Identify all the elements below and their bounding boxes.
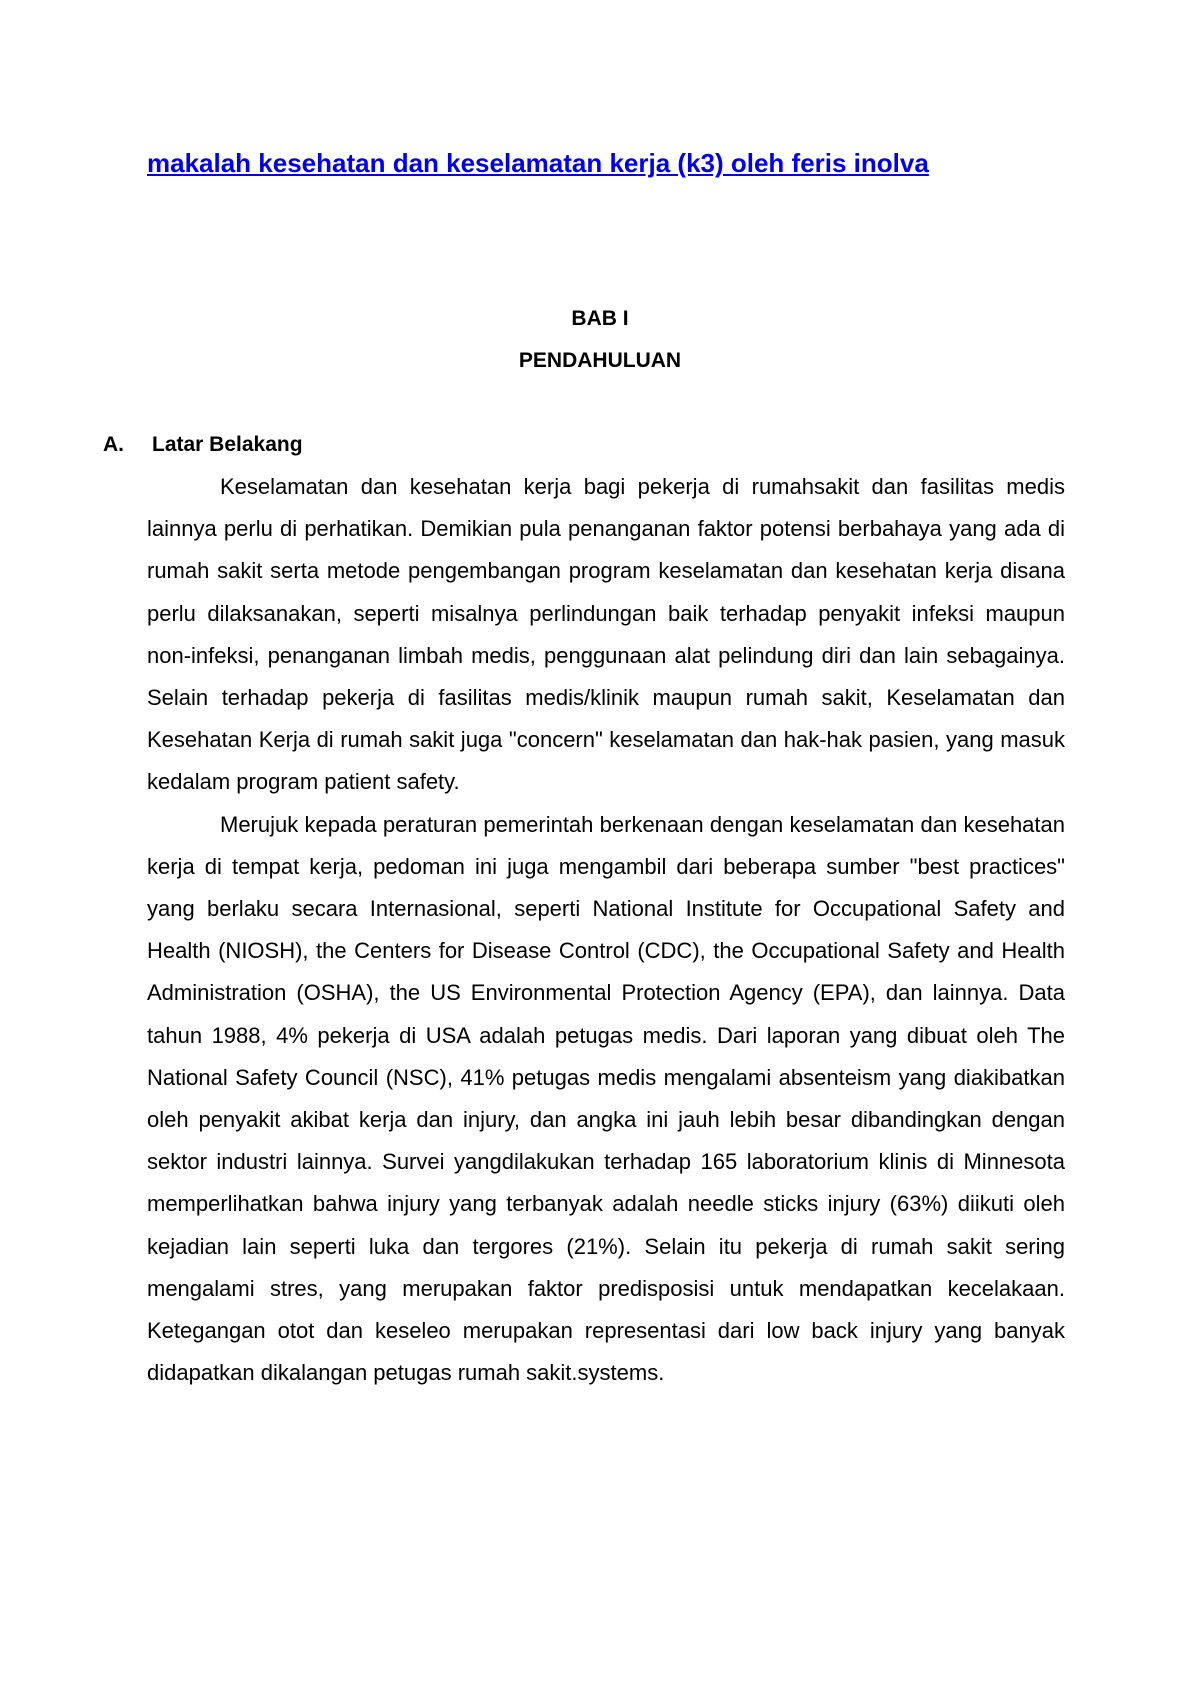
paragraph: Keselamatan dan kesehatan kerja bagi pekerja di rumahsakit dan fasilitas medis lainnya perlu di perhatikan. Demikian pula penanganan faktor potensi berbahaya yang ada di rumah sakit serta metode pengembangan program keselamatan dan kesehatan kerja disana perlu dilaksanakan, seperti misalnya perlindungan baik terhadap penyakit infeksi maupun non-infeksi, penanganan limbah medis, penggunaan alat pelindung diri dan lain sebagainya. Selain terhadap pekerja di fasilitas medis/klinik maupun rumah sakit, Keselamatan dan Kesehatan Kerja di rumah sakit juga "concern" keselamatan dan hak-hak pasien, yang masuk kedalam program patient safety. <box>147 474 1065 795</box>
section-heading <box>103 431 303 459</box>
section-letter: A. <box>103 433 124 456</box>
body-text <box>147 466 1065 1394</box>
chapter-title: PENDAHULUAN <box>518 349 682 372</box>
section-heading-text: Latar Belakang <box>152 433 303 456</box>
document-title-link[interactable]: makalah kesehatan dan keselamatan kerja (k3) oleh feris inolva <box>147 148 929 178</box>
chapter-number: BAB I <box>571 307 629 330</box>
paragraph: Merujuk kepada peraturan pemerintah berkenaan dengan keselamatan dan kesehatan kerja di tempat kerja, pedoman ini juga mengambil dari beberapa sumber "best practices" yang berlaku secara Internasional, seperti National Institute for Occupational Safety and Health (NIOSH), the Centers for Disease Control (CDC), the Occupational Safety and Health Administration (OSHA), the US Environmental Protection Agency (EPA), dan lainnya. Data tahun 1988, 4% pekerja di USA adalah petugas medis. Dari laporan yang dibuat oleh The National Safety Council (NSC), 41% petugas medis mengalami absenteism yang diakibatkan oleh penyakit akibat kerja dan injury, dan angka ini jauh lebih besar dibandingkan dengan sektor industri lainnya. Survei yangdilakukan terhadap 165 laboratorium klinis di Minnesota memperlihatkan bahwa injury yang terbanyak adalah needle sticks injury (63%) diikuti oleh kejadian lain seperti luka dan tergores (21%). Selain itu pekerja di rumah sakit sering mengalami stres, yang merupakan faktor predisposisi untuk mendapatkan kecelakaan. Ketegangan otot dan keseleo merupakan representasi dari low back injury yang banyak didapatkan dikalangan petugas rumah sakit.systems. <box>147 811 1065 1386</box>
